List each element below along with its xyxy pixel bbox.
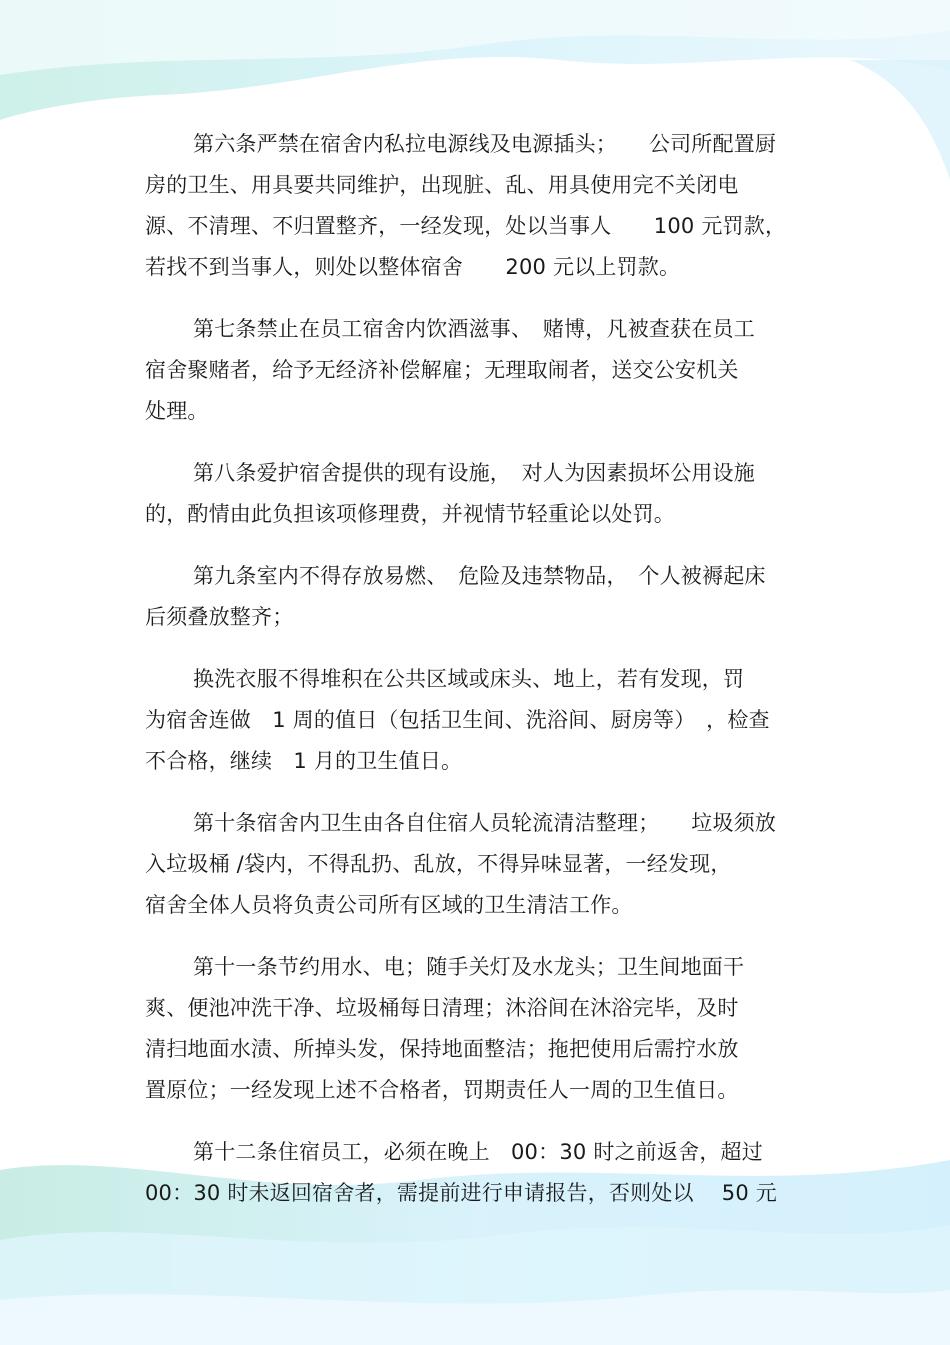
- text-line: 处理。: [145, 399, 209, 423]
- text-line: 第九条室内不得存放易燃、 危险及违禁物品， 个人被褥起床: [193, 564, 766, 588]
- text-line: 入垃圾桶 /袋内，不得乱扔、乱放，不得异味显著，一经发现，: [145, 852, 732, 876]
- text-line: 第七条禁止在员工宿舍内饮酒滋事、 赌博，凡被查获在员工: [193, 317, 755, 341]
- text-line: 宿舍全体人员将负责公司所有区域的卫生清洁工作。: [145, 893, 633, 917]
- text-line: 不合格，继续 1 月的卫生值日。: [145, 749, 463, 773]
- text-line: 第十一条节约用水、电；随手关灯及水龙头；卫生间地面干: [193, 955, 745, 979]
- text-line: 清扫地面水渍、所掉头发，保持地面整洁；拖把使用后需拧水放: [145, 1037, 739, 1061]
- text-line: 爽、便池冲洗干净、垃圾桶每日清理；沐浴间在沐浴完毕，及时: [145, 996, 739, 1020]
- article-10: [145, 803, 810, 926]
- document-body: [145, 124, 810, 1235]
- text-line: 房的卫生、用具要共同维护，出现脏、乱、用具使用完不关闭电: [145, 173, 739, 197]
- text-line: 第八条爱护宿舍提供的现有设施， 对人为因素损坏公用设施: [193, 461, 755, 485]
- article-11: [145, 947, 810, 1111]
- article-6: [145, 124, 810, 288]
- article-12: [145, 1132, 810, 1214]
- text-line: 00：30 时未返回宿舍者，需提前进行申请报告，否则处以 50 元: [145, 1181, 777, 1205]
- article-9: [145, 556, 810, 638]
- text-line: 若找不到当事人，则处以整体宿舍 200 元以上罚款。: [145, 255, 681, 279]
- text-line: 置原位；一经发现上述不合格者，罚期责任人一周的卫生值日。: [145, 1078, 739, 1102]
- text-line: 第十条宿舍内卫生由各自住宿人员轮流清洁整理； 垃圾须放: [193, 811, 777, 835]
- text-line: 第六条严禁在宿舍内私拉电源线及电源插头； 公司所配置厨: [193, 132, 777, 156]
- article-9-laundry: [145, 659, 810, 782]
- text-line: 为宿舍连做 1 周的值日（包括卫生间、洗浴间、厨房等） ，检查: [145, 708, 770, 732]
- text-line: 换洗衣服不得堆积在公共区域或床头、地上，若有发现，罚: [193, 667, 745, 691]
- article-8: [145, 453, 810, 535]
- text-line: 源、不清理、不归置整齐，一经发现，处以当事人 100 元罚款，: [145, 214, 787, 238]
- text-line: 的，酌情由此负担该项修理费，并视情节轻重论以处罚。: [145, 502, 675, 526]
- text-line: 后须叠放整齐；: [145, 605, 294, 629]
- article-7: [145, 309, 810, 432]
- text-line: 第十二条住宿员工，必须在晚上 00：30 时之前返舍，超过: [193, 1140, 763, 1164]
- text-line: 宿舍聚赌者，给予无经济补偿解雇；无理取闹者，送交公安机关: [145, 358, 739, 382]
